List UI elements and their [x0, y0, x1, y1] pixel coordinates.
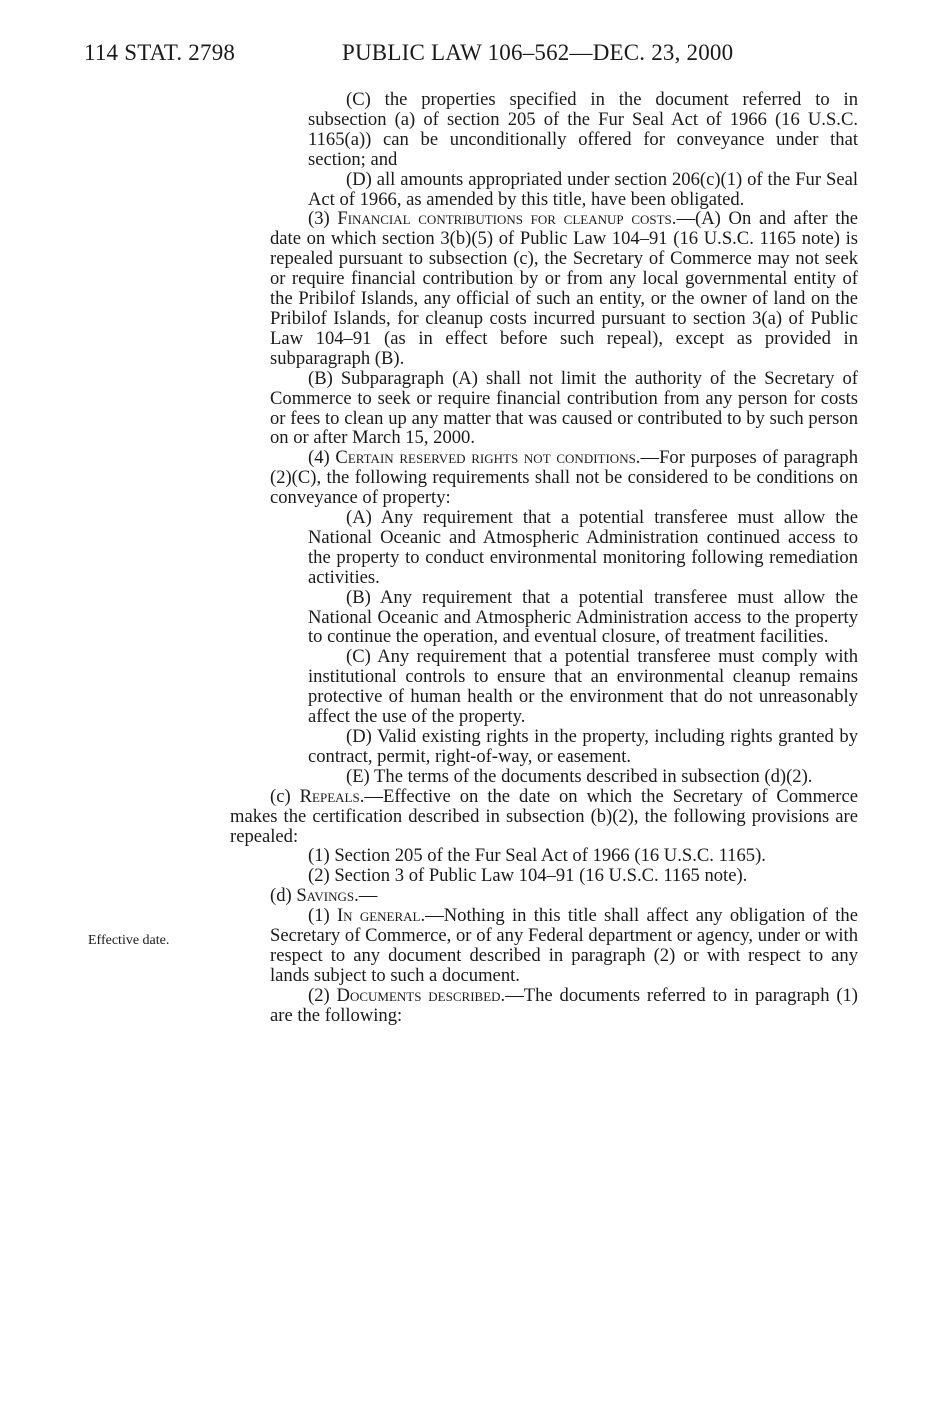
paragraph-4-reserved-rights [270, 448, 858, 508]
paragraph-4-heading: Certain reserved rights not conditions. [335, 447, 641, 469]
savings-paragraph-2 [270, 986, 858, 1026]
paragraph-3-financial-contributions [270, 209, 858, 368]
paragraph-4a: (A) Any requirement that a potential transferee must allow the National Oceanic and Atmospheric Administration continued access to the property to conduct environmental monitoring following remediation activities. [308, 507, 858, 588]
subsection-d-dash: — [358, 885, 378, 907]
savings-1-heading: In general. [336, 905, 426, 927]
paragraph-4e: (E) The terms of the documents described in subsection (d)(2). [346, 765, 813, 787]
subsection-d-savings [270, 886, 858, 906]
subsection-d-heading: Savings. [296, 885, 359, 907]
paragraph-4d: (D) Valid existing rights in the property, including rights granted by contract, permit, right-of-way, or easement. [308, 726, 858, 767]
paragraph-3-text: —(A) On and after the date on which section 3(b)(5) of Public Law 104–91 (16 U.S.C. 1165 note) is repealed pursuant to subsection (c), the Secretary of Commerce may not seek or require financial contribution by or from any local governmental entity of the Pribilof Islands, any official of such an entity, or the owner of land on the Pribilof Islands, for cleanup costs incurred pursuant to section 3(a) of Public Law 104–91 (as in effect before such repeal), except as provided in subparagraph (B). [270, 208, 858, 369]
savings-1-text: —Nothing in this title shall affect any obligation of the Secretary of Commerce, or of any Federal department or agency, under or with respect to any document described in paragraph (2) or with respect to any lands subject to such a document. [270, 905, 858, 986]
savings-2-number: (2) [308, 984, 330, 1006]
savings-1-number: (1) [308, 905, 330, 927]
paragraph-4-text: —For purposes of paragraph (2)(C), the following requirements shall not be considered to be conditions on conveyance of property: [270, 447, 859, 509]
margin-note-effective-date: Effective date. [88, 933, 170, 948]
paragraph-3b: (B) Subparagraph (A) shall not limit the authority of the Secretary of Commerce to seek or require financial contribution from any person for costs or fees to clean up any matter that was caused or contributed to by such person on or after March 15, 2000. [270, 367, 858, 449]
subsection-c-text: —Effective on the date on which the Secretary of Commerce makes the certification described in subsection (b)(2), the following provisions are repealed: [230, 785, 858, 847]
statute-page-number: 114 STAT. 2798 [84, 40, 236, 65]
paragraph-4-number: (4) [308, 447, 330, 469]
savings-2-text: —The documents referred to in paragraph (1) are the following: [270, 984, 858, 1026]
paragraph-3-heading: Financial contributions for cleanup costs. [337, 208, 677, 230]
paragraph-c-properties: (C) the properties specified in the document referred to in subsection (a) of section 205 of the Fur Seal Act of 1966 (16 U.S.C. 1165(a)) can be unconditionally offered for conveyance under that section; and [308, 89, 858, 170]
paragraph-4b: (B) Any requirement that a potential transferee must allow the National Oceanic and Atmospheric Administration access to the property to continue the operation, and eventual closure, of treatment facilities. [308, 586, 858, 648]
savings-2-heading: Documents described. [336, 984, 506, 1006]
paragraph-4c: (C) Any requirement that a potential transferee must comply with institutional controls to ensure that an environmental cleanup remains protective of human health or the environment that do not unreasonably affect the use of the property. [308, 646, 858, 728]
paragraph-3-number: (3) [308, 208, 330, 230]
repeal-item-2: (2) Section 3 of Public Law 104–91 (16 U.S.C. 1165 note). [308, 865, 748, 887]
subsection-d-number: (d) [270, 885, 292, 907]
subsection-c-heading: Repeals. [299, 785, 365, 807]
repeal-item-1: (1) Section 205 of the Fur Seal Act of 1966 (16 U.S.C. 1165). [308, 845, 766, 867]
subsection-c-repeals [230, 787, 858, 847]
savings-paragraph-1 [270, 906, 858, 986]
public-law-title: PUBLIC LAW 106–562—DEC. 23, 2000 [342, 40, 734, 65]
law-text-body [0, 90, 950, 1026]
subsection-c-number: (c) [270, 785, 291, 807]
paragraph-d-amounts: (D) all amounts appropriated under section 206(c)(1) of the Fur Seal Act of 1966, as amended by this title, have been obligated. [308, 168, 858, 210]
